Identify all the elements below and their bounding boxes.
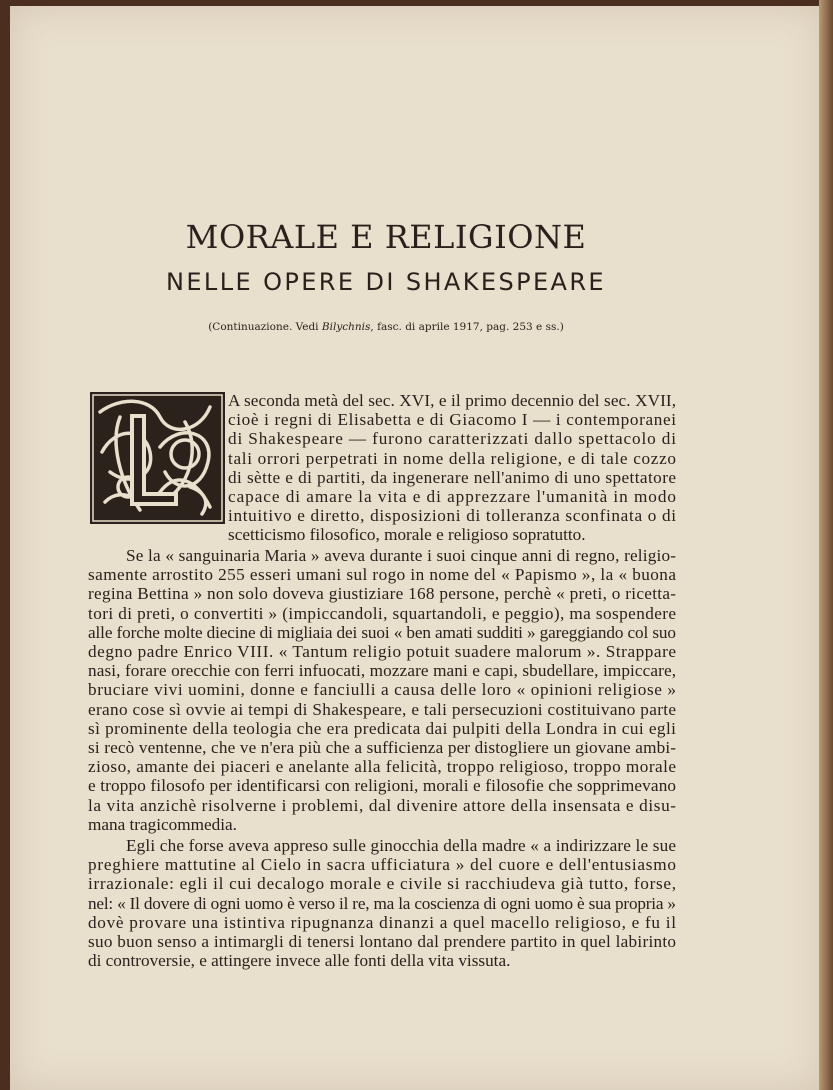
body-text-line: tori di preti, o convertiti » (impiccandoli, squartandoli, e peggio), ma sospendere: [88, 603, 677, 623]
body-text-line: e troppo filosofo per identificarsi con religioni, morali e filosofie che sopprimevano: [88, 776, 677, 796]
body-text-line: di controversie, e attingere invece alle fonti della vita vissuta.: [88, 951, 511, 971]
body-text-line: A seconda metà del sec. XVI, e il primo decennio del sec. XVII,: [228, 391, 677, 410]
body-text-line: regina Bettina » non solo doveva giustiziare 168 persone, perchè « preti, o ricetta-: [88, 584, 677, 604]
body-text-line: erano cose sì ovvie ai tempi di Shakespeare, e tali persecuzioni costituivano parte: [88, 699, 677, 719]
book-page: [10, 6, 822, 1090]
body-text-line: cioè i regni di Elisabetta e di Giacomo I — i contemporanei: [228, 410, 677, 430]
body-text-line: capace di amare la vita e di apprezzare l'umanità in modo: [228, 487, 677, 506]
body-text-line: mana tragicommedia.: [88, 814, 237, 834]
body-text-line: preghiere mattutine al Cielo in sacra ufficiatura » del cuore e dell'entusiasmo: [88, 855, 677, 875]
ornament-knotwork-icon: [90, 392, 225, 524]
continuation-note: [10, 321, 762, 333]
page-edge: [819, 0, 833, 1090]
decorated-initial-letter: [90, 392, 225, 524]
body-text-line: degno padre Enrico VIII. « Tantum religio potuit suadere malorum ». Strappare: [88, 642, 677, 661]
body-text-line: dovè provare una istintiva ripugnanza dinanzi a quel macello religioso, e fu il: [88, 912, 677, 932]
body-text-line: sì prominente della teologia che era predicata dai pulpiti della Londra in cui egli: [88, 718, 677, 738]
continuation-prefix: (Continuazione. Vedi: [208, 321, 322, 333]
body-text-line: Egli che forse aveva appreso sulle ginocchia della madre « a indirizzare le sue: [126, 836, 677, 855]
body-text-line: intuitivo e diretto, disposizioni di tolleranza sconfinata o di: [228, 506, 677, 526]
article-title: MORALE E RELIGIONE: [185, 218, 587, 256]
body-text-line: di Shakespeare — furono caratterizzati dallo spettacolo di: [228, 429, 677, 449]
body-text-line: tali orrori perpetrati in nome della religione, e di tale cozzo: [228, 448, 677, 468]
body-text-line: bruciare vivi uomini, donne e fanciulli a causa delle loro « opinioni religiose »: [88, 680, 677, 700]
body-text-line: si recò ventenne, che ve n'era più che a sufficienza per distogliere un giovane ambi-: [88, 738, 677, 757]
body-text-line: irrazionale: egli il cui decalogo morale e civile si racchiudeva già tutto, forse,: [88, 874, 677, 894]
body-text-line: zioso, amante dei piaceri e anelante alla felicità, troppo religioso, troppo morale: [88, 757, 677, 777]
body-text-line: scetticismo filosofico, morale e religioso sopratutto.: [228, 525, 586, 545]
continuation-suffix: , fasc. di aprile 1917, pag. 253 e ss.): [370, 321, 564, 333]
journal-name: Bilychnis: [321, 321, 371, 333]
body-text-line: samente arrostito 255 esseri umani sul rogo in nome del « Papismo », la « buona: [88, 565, 677, 585]
body-text-line: nasi, forare orecchie con ferri infuocati, mozzare mani e capi, sbudellare, impiccare,: [88, 661, 677, 681]
body-text-line: suo buon senso a intimargli di tenersi lontano dal prendere partito in quel labirinto: [88, 932, 677, 951]
body-text-line: nel: « Il dovere di ogni uomo è verso il re, ma la coscienza di ogni uomo è sua propria »: [88, 893, 676, 913]
body-text-line: la vita anzichè risolverne i problemi, dal divenire attore della insensata e disu-: [88, 795, 677, 815]
article-subtitle: NELLE OPERE DI SHAKESPEARE: [166, 268, 606, 296]
body-text-line: alle forche molte diecine di migliaia dei suoi « ben amati sudditi » gareggiando col suo: [88, 622, 676, 642]
body-text-line: di sètte e di partiti, da ingenerare nell'animo di uno spettatore: [228, 467, 677, 487]
body-text-line: Se la « sanguinaria Maria » aveva durante i suoi cinque anni di regno, religio-: [126, 546, 677, 565]
